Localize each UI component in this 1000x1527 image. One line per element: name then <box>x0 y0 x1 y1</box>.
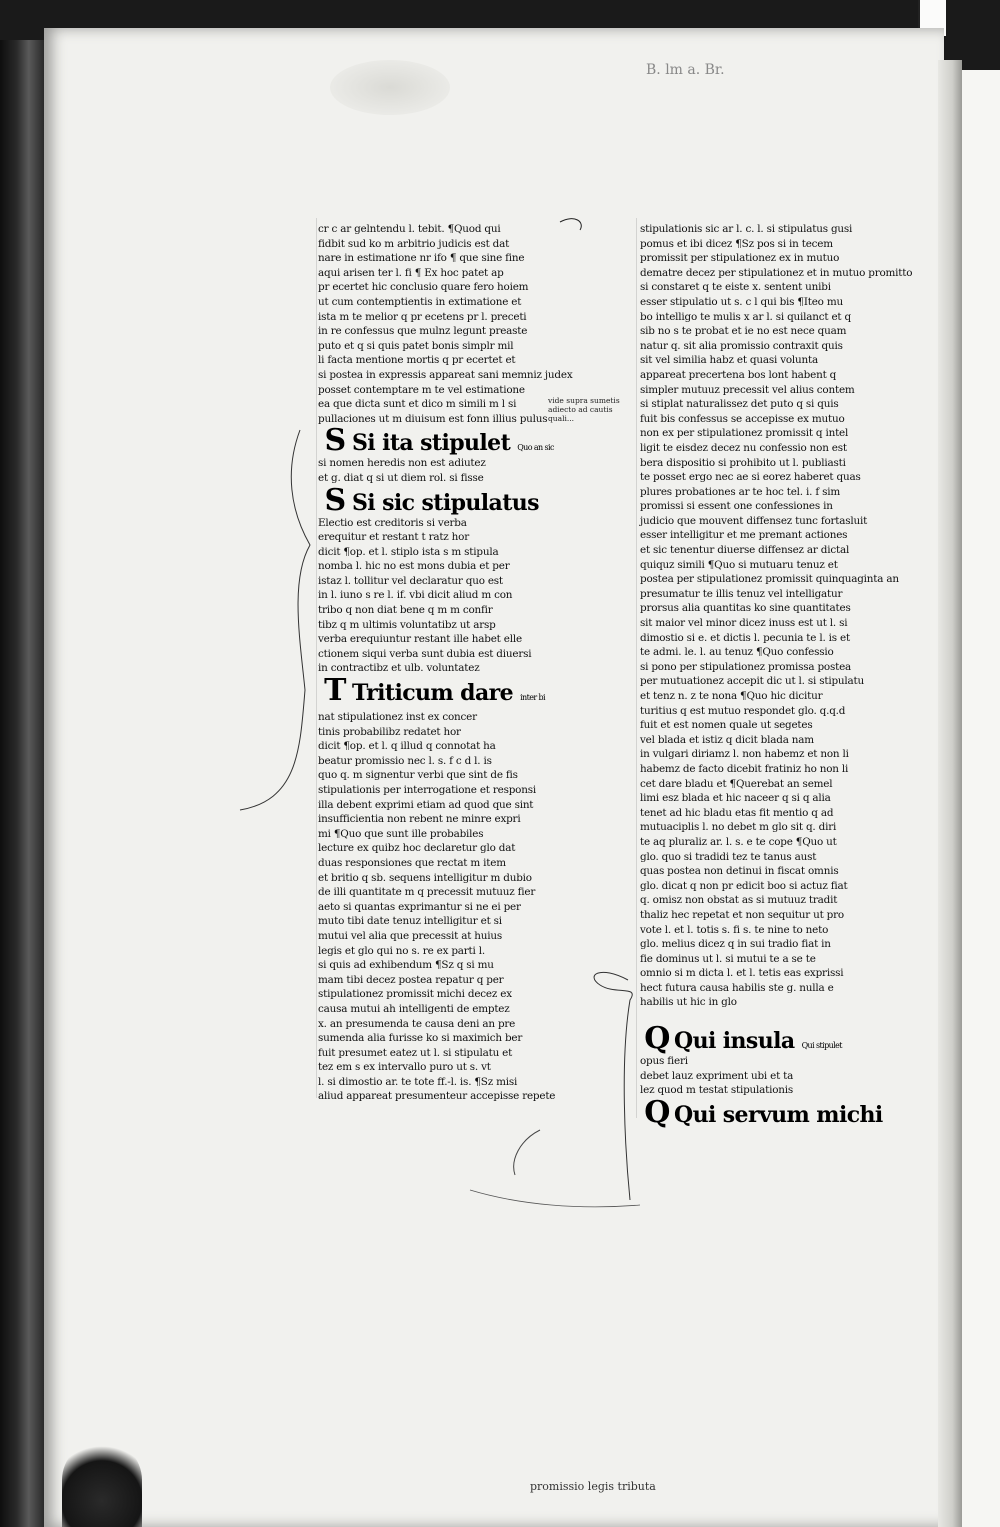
text-line: ctionem siqui verba sunt dubia est diuersi <box>318 647 532 660</box>
text-line: postea per stipulationez promissit quinquaginta an <box>640 573 899 586</box>
text-line: beatur promissio nec l. s. f c d l. is <box>318 754 492 767</box>
text-line: glo. quo si tradidi tez te tanus aust <box>640 850 817 863</box>
text-line: dicit ¶op. et l. stiplo ista s m stipula <box>318 545 499 558</box>
text-line: debet lauz expriment ubi et ta <box>640 1069 794 1082</box>
text-line: quiquz simili ¶Quo si mutuaru tenuz et <box>640 558 838 571</box>
text-line: stipulationis per interrogatione et responsi <box>318 784 536 796</box>
text-line: te posset ergo nec ae si eorez haberet quas <box>640 471 861 484</box>
heading-tail: inter bi <box>520 693 545 703</box>
text-line: legis et glo qui no s. re ex parti l. <box>318 944 485 957</box>
text-line: judicio que mouvent diffensez tunc fortasluit <box>640 514 868 527</box>
text-line: in vulgari diriamz l. non habemz et non li <box>640 748 849 761</box>
text-line: pomus et ibi dicez ¶Sz pos si in tecem <box>640 237 833 250</box>
text-line: aliud appareat presumenteur accepisse repete <box>318 1090 556 1103</box>
marginal-annotation: vide supra sumetis adiecto ad cautis quali... <box>548 396 620 423</box>
text-line: cr c ar gelntendu l. tebit. ¶Quod qui <box>318 223 501 235</box>
text-line: sib no s te probat et ie no est nece quam <box>640 325 847 338</box>
text-line: istaz l. tollitur vel declaratur quo est <box>318 574 503 587</box>
text-line: mi ¶Quo que sunt ille probabiles <box>318 827 484 840</box>
text-line: si postea in expressis appareat sani memniz judex <box>318 368 573 381</box>
text-line: in contractibz et ulb. voluntatez <box>318 662 480 675</box>
text-line: aqui arisen ter l. fi ¶ Ex hoc patet ap <box>318 266 504 279</box>
text-line: fuit et est nomen quale ut segetes <box>640 719 813 732</box>
text-line: omnio si m dicta l. et l. tetis eas exprissi <box>640 967 844 980</box>
text-line: tinis probabilibz redatet hor <box>318 725 461 738</box>
text-line: fuit bis confessus se accepisse ex mutuo <box>640 412 845 425</box>
text-line: insufficientia non rebent ne minre expri <box>318 813 521 826</box>
text-line: esser stipulatio ut s. c l qui bis ¶Iteo mu <box>640 295 843 308</box>
text-line: et tenz n. z te nona ¶Quo hic dicitur <box>640 690 823 702</box>
text-line: illa debent exprimi etiam ad quod que sint <box>318 798 534 811</box>
text-line: glo. melius dicez q in sui tradio fiat in <box>640 938 831 951</box>
text-line: sit maior vel minor dicez inuss est ut l. si <box>640 617 848 630</box>
text-line: et britio q sb. sequens intelligitur m dubio <box>318 871 532 884</box>
text-line: sumenda alia furisse ko si maximich ber <box>318 1032 523 1045</box>
text-line: tibz q m ultimis voluntatibz ut arsp <box>318 618 496 631</box>
thumb-shadow <box>62 1440 142 1527</box>
text-line: ut cum contemptientis in extimatione et <box>318 295 522 308</box>
text-line: stipulationis sic ar l. c. l. si stipulatus gusi <box>640 223 853 235</box>
text-line: nare in estimatione nr ifo ¶ que sine fine <box>318 252 525 265</box>
heading-tail: Qui stipulet <box>801 1041 842 1051</box>
text-line: in re confessus que mulnz legunt preaste <box>318 325 528 338</box>
text-line: lecture ex quibz hoc declaretur glo dat <box>318 842 516 855</box>
text-line: appareat precertena bos lont habent q <box>640 368 837 381</box>
text-line: Electio est creditoris si verba <box>318 516 467 529</box>
text-line: glo. dicat q non pr edicit boo si actuz fiat <box>640 879 848 892</box>
text-line: limi esz blada et hic naceer q si q alia <box>640 792 831 805</box>
footer-catchword: promissio legis tributa <box>530 1480 656 1493</box>
text-line: causa mutui ah intelligenti de emptez <box>318 1002 510 1015</box>
text-line: bera dispositio si prohibito ut l. publiasti <box>640 456 846 469</box>
text-line: cet dare bladu et ¶Querebat an semel <box>640 777 833 790</box>
text-line: quo q. m signentur verbi que sint de fis <box>318 769 518 782</box>
text-line: pr ecertet hic conclusio quare fero hoiem <box>318 281 529 294</box>
text-line: presumatur te illis tenuz vel intelligatur <box>640 587 843 600</box>
text-line: verba erequiuntur restant ille habet elle <box>318 633 522 646</box>
text-line: tenet ad hic bladu etas fit mentio q ad <box>640 806 834 819</box>
text-line: tez em s ex intervallo puro ut s. vt <box>318 1061 491 1074</box>
text-line: aeto si quantas exprimantur si ne ei per <box>318 900 521 913</box>
text-line: thaliz hec repetat et non sequitur ut pro <box>640 908 844 921</box>
text-line: sit vel similia habz et quasi volunta <box>640 354 818 367</box>
text-line: si nomen heredis non est adiutez <box>318 457 486 470</box>
text-line: pullaciones ut m diuisum est fonn illius pulus <box>318 412 548 425</box>
heading-text: Qui servum michi <box>674 1101 883 1128</box>
text-line: in l. iuno s re l. if. vbi dicit aliud m con <box>318 589 513 602</box>
text-line: si stiplat naturalissez det puto q si quis <box>640 398 839 411</box>
decorated-initial-S: S <box>324 482 346 518</box>
text-line: turitius q est mutuo respondet glo. q.q.d <box>640 704 846 717</box>
text-line: ista m te melior q pr ecetens pr l. preceti <box>318 310 527 323</box>
text-line: de illi quantitate m q precessit mutuuz fier <box>318 886 536 899</box>
text-line: et sic tenentur diuerse diffensez ar dictal <box>640 544 850 557</box>
text-line: bo intelligo te mulis x ar l. si quilanct et q <box>640 310 851 323</box>
heading-text: Qui insula <box>674 1028 795 1055</box>
decorated-initial-Q: Q <box>644 1094 670 1130</box>
heading-text: Triticum dare <box>352 680 513 707</box>
text-line: puto et q si quis patet bonis simplr mil <box>318 339 514 352</box>
text-line: vote l. et l. totis s. fi s. te nine to neto <box>640 923 829 936</box>
text-line: mutuaciplis l. no debet m glo sit q. diri <box>640 821 837 834</box>
text-line: habilis ut hic in glo <box>640 996 737 1009</box>
text-line: non ex per stipulationez promissit q intel <box>640 427 849 440</box>
text-line: ligit te eisdez decez nu confessio non est <box>640 441 847 454</box>
text-line: x. an presumenda te causa deni an pre <box>318 1017 516 1030</box>
text-line: fie dominus ut l. si mutui te a se te <box>640 952 816 965</box>
heading-text: Si ita stipulet <box>352 430 511 457</box>
text-line: dematre decez per stipulationez et in mutuo promitto <box>640 266 913 279</box>
decorated-initial-Q: Q <box>644 1021 670 1057</box>
text-line: li facta mentione mortis q pr ecertet et <box>318 354 516 367</box>
text-line: simpler mutuuz precessit vel alius contem <box>640 383 855 396</box>
text-line: promissi si essent one confessiones in <box>640 500 833 513</box>
text-line: si quis ad exhibendum ¶Sz q si mu <box>318 959 494 972</box>
text-line: prorsus alia quantitas ko sine quantitates <box>640 602 851 615</box>
text-line: per mutuationez accepit dic ut l. si stipulatu <box>640 675 865 688</box>
text-line: nomba l. hic no est mons dubia et per <box>318 560 510 573</box>
text-line: natur q. sit alia promissio contraxit quis <box>640 339 843 352</box>
text-line: tribo q non diat bene q m m confir <box>318 604 493 617</box>
text-line: mam tibi decez postea repatur q per <box>318 973 504 986</box>
text-line: fuit presumet eatez ut l. si stipulatu et <box>318 1046 513 1059</box>
text-line: habemz de facto dicebit fratiniz ho non li <box>640 762 849 775</box>
heading-text: Si sic stipulatus <box>352 489 539 516</box>
text-line: muto tibi date tenuz intelligitur et si <box>318 915 502 928</box>
text-line: dicit ¶op. et l. q illud q connotat ha <box>318 740 496 753</box>
text-line: erequitur et restant t ratz hor <box>318 531 469 544</box>
decorated-initial-S: S <box>324 423 346 459</box>
text-line: si pono per stipulationez promissa postea <box>640 660 852 673</box>
text-line: ea que dicta sunt et dico m simili m l si <box>318 398 517 411</box>
text-line: quas postea non detinui in fiscat omnis <box>640 865 839 878</box>
text-line: opus fieri <box>640 1055 688 1068</box>
text-line: plures probationes ar te hoc tel. i. f sim <box>640 485 840 498</box>
text-line: mutui vel alia que precessit at huius <box>318 929 503 942</box>
text-line: vel blada et istiz q dicit blada nam <box>640 733 814 746</box>
text-line: q. omisz non obstat as si mutuuz tradit <box>640 894 838 907</box>
text-line: si constaret q te eiste x. sentent unibi <box>640 281 831 294</box>
text-line: posset contemptare m te vel estimatione <box>318 383 525 396</box>
text-line: duas responsiones que rectat m item <box>318 856 506 869</box>
text-line: promissit per stipulationez ex in mutuo <box>640 252 840 265</box>
text-line: te aq pluraliz ar. l. s. e te cope ¶Quo ut <box>640 835 837 848</box>
text-line: lez quod m testat stipulationis <box>640 1084 794 1097</box>
decorated-initial-T: T <box>324 673 346 709</box>
text-line: esser intelligitur et me premant actiones <box>640 529 848 542</box>
heading-tail: Quo an sic <box>517 443 554 453</box>
text-line: et g. diat q si ut diem rol. si fisse <box>318 471 484 484</box>
text-line: te admi. le. l. au tenuz ¶Quo confessio <box>640 646 834 659</box>
text-line: nat stipulationez inst ex concer <box>318 711 477 724</box>
text-line: dimostio si e. et dictis l. pecunia te l. is et <box>640 631 850 644</box>
text-line: stipulationez promissit michi decez ex <box>318 988 512 1001</box>
text-line: l. si dimostio ar. te tote ff.-l. is. ¶Sz misi <box>318 1075 518 1088</box>
text-line: fidbit sud ko m arbitrio judicis est dat <box>318 237 510 250</box>
shelfmark: B. lm a. Br. <box>646 62 725 78</box>
text-line: hect futura causa habilis ste g. nulla e <box>640 981 834 994</box>
